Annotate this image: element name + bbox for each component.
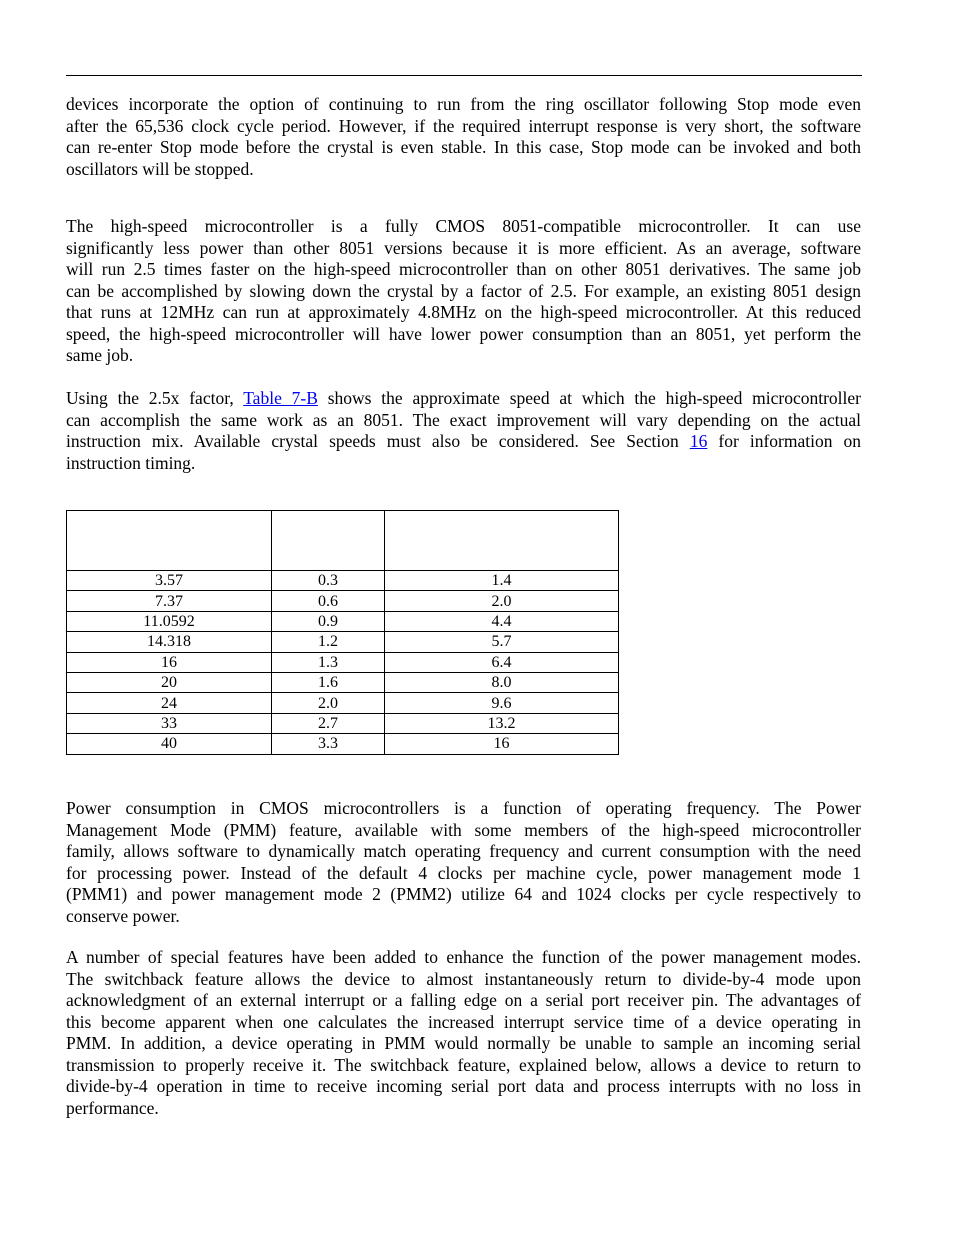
text-line: speed, the high-speed microcontroller will have lower power consumption than an 8051, yet perform the [66,323,861,344]
table-cell: 8.0 [385,672,619,692]
text-line: The high-speed microcontroller is a fully CMOS 8051-compatible microcontroller. It can use [66,216,861,236]
text-line: transmission to properly receive it. The switchback feature, explained below, allows a device to return to [66,1054,861,1075]
text-line: can accomplish the same work as an 8051. The exact improvement will vary depending on the actual [66,409,861,430]
table-cell: 20 [67,672,272,692]
text-line: oscillators will be stopped. [66,158,254,179]
text-line: devices incorporate the option of continuing to run from the ring oscillator following Stop mode even [66,94,861,114]
text-line: performance. [66,1097,159,1118]
text-line: for processing power. Instead of the default 4 clocks per machine cycle, power management mode 1 [66,862,861,883]
table-cell: 16 [67,652,272,672]
table-cell: 1.2 [272,632,385,652]
table-cell: 0.3 [272,571,385,591]
table-cell: 1.3 [272,652,385,672]
table-cell: 33 [67,713,272,733]
table-header-row [67,511,619,571]
text-line: can re-enter Stop mode before the crystal is even stable. In this case, Stop mode can be invoked and both [66,137,861,157]
table-cell: 24 [67,693,272,713]
text-line: significantly less power than other 8051 versions because it is more efficient. As an average, software [66,237,861,258]
table-row [67,632,619,652]
text-line: acknowledgment of an external interrupt or a falling edge on a serial port receiver pin. The advantages of [66,990,861,1010]
text-line: family, allows software to dynamically match operating frequency and current consumption with the need [66,841,861,861]
table-cell: 16 [385,734,619,754]
table-cell: 0.9 [272,611,385,631]
text-line: conserve power. [66,905,180,926]
text-line: Management Mode (PMM) feature, available with some members of the high-speed microcontroller [66,819,861,840]
text-line: that runs at 12MHz can run at approximately 4.8MHz on the high-speed microcontroller. At this reduced [66,302,861,322]
table-cell: 1.4 [385,571,619,591]
paragraph-speed-factor [66,388,861,474]
text-line: The switchback feature allows the device to almost instantaneously return to divide-by-4 mode upon [66,968,861,989]
table-row [67,672,619,692]
table-row [67,571,619,591]
table-cell: 4.4 [385,611,619,631]
paragraph-cmos-efficiency [66,216,861,367]
text-line: same job. [66,345,134,365]
header-cell [67,511,272,571]
table-cell: 5.7 [385,632,619,652]
table-cell: 6.4 [385,652,619,672]
table-row [67,611,619,631]
text-line: (PMM1) and power management mode 2 (PMM2) utilize 64 and 1024 clocks per cycle respectively to [66,884,861,904]
table-cell: 40 [67,734,272,754]
text-line: divide-by-4 operation in time to receive incoming serial port data and process interrupts with no loss in [66,1076,861,1096]
table-cell: 14.318 [67,632,272,652]
table-cell: 0.6 [272,591,385,611]
text-line: A number of special features have been added to enhance the function of the power management modes. [66,947,861,967]
text-line: Using the 2.5x factor, Table 7-B shows the approximate speed at which the high-speed microcontroller [66,388,862,408]
table-cell: 7.37 [67,591,272,611]
text-line: Power consumption in CMOS microcontrollers is a function of operating frequency. The Power [66,798,861,818]
table-7b-link[interactable]: Table 7-B [243,388,318,408]
paragraph-power-management [66,798,861,927]
text-line: will run 2.5 times faster on the high-speed microcontroller than on other 8051 derivatives. The same job [66,259,861,279]
table-cell: 2.0 [272,693,385,713]
paragraph-switchback [66,947,861,1119]
table-cell: 13.2 [385,713,619,733]
table-cell: 2.7 [272,713,385,733]
text-line: instruction timing. [66,452,196,473]
text-line: PMM. In addition, a device operating in PMM would normally be unable to sample an incoming serial [66,1033,861,1053]
table-row [67,693,619,713]
table-cell: 3.57 [67,571,272,591]
header-rule [66,75,862,76]
text-line: instruction mix. Available crystal speeds must also be considered. See Section 16 for information on [66,431,862,451]
table-row [67,652,619,672]
table-row [67,713,619,733]
crystal-speed-table [66,510,619,755]
table-cell: 9.6 [385,693,619,713]
header-cell [272,511,385,571]
table-cell: 3.3 [272,734,385,754]
table-row [67,591,619,611]
header-cell [385,511,619,571]
section-16-link[interactable]: 16 [689,431,708,451]
table-cell: 1.6 [272,672,385,692]
text-line: can be accomplished by slowing down the crystal by a factor of 2.5. For example, an existing 8051 design [66,280,861,301]
table-cell: 2.0 [385,591,619,611]
text-line: this become apparent when one calculates the increased interrupt service time of a device operating in [66,1011,861,1032]
table-cell: 11.0592 [67,611,272,631]
table-row [67,734,619,754]
text-line: after the 65,536 clock cycle period. However, if the required interrupt response is very short, the software [66,115,861,136]
paragraph-stop-mode [66,94,861,180]
